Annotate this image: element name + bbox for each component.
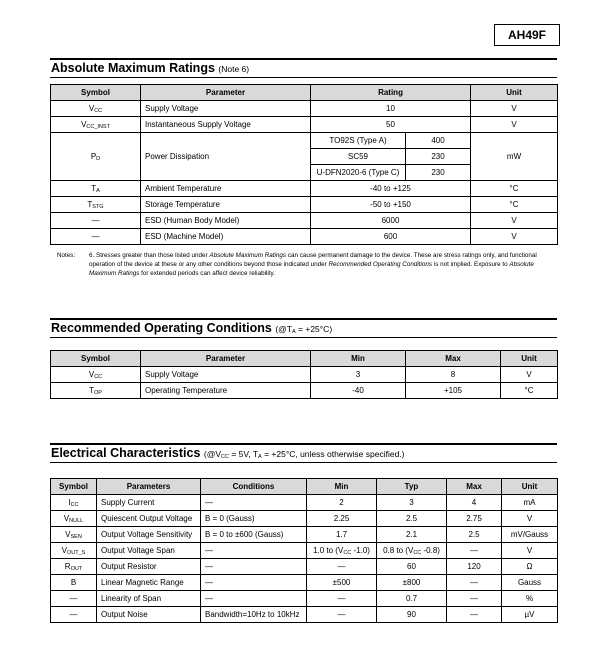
min-cell: — [307,559,377,575]
unit-cell: mW [471,133,558,181]
table-row [51,575,558,591]
table-row [51,133,558,149]
col-header: Max [406,351,501,367]
parameter-cell: Instantaneous Supply Voltage [141,117,311,133]
min-cell: 1.7 [307,527,377,543]
notes-label: Notes: [57,252,76,259]
min-cell: 2.25 [307,511,377,527]
unit-cell: V [502,511,558,527]
min-cell: -40 [311,383,406,399]
rating-cell: -40 to +125 [311,181,471,197]
typ-cell: 2.5 [377,511,447,527]
min-cell: ±500 [307,575,377,591]
table-row [51,117,558,133]
parameter-cell: Supply Current [97,495,201,511]
rating-cell: 230 [406,165,471,181]
typ-cell: 60 [377,559,447,575]
table-row [51,181,558,197]
rating-cell: 10 [311,101,471,117]
parameter-cell: Operating Temperature [141,383,311,399]
roc-title-text: Recommended Operating Conditions [51,321,272,335]
col-header: Symbol [51,85,141,101]
unit-cell: µV [502,607,558,623]
typ-cell: 90 [377,607,447,623]
min-cell: 1.0 to ($V_{CC}$ -1.0) [307,543,377,559]
max-cell: +105 [406,383,501,399]
section-rule [50,77,557,78]
max-cell: 2.5 [447,527,502,543]
section-rule [50,58,557,60]
col-header: Typ [377,479,447,495]
package-cell: SC59 [311,149,406,165]
col-header: Symbol [51,479,97,495]
symbol-cell: $R_{OUT}$ [51,559,97,575]
symbol-cell: — [51,591,97,607]
unit-cell: mV/Gauss [502,527,558,543]
symbol-cell: $P_D$ [51,133,141,181]
parameter-cell: ESD (Machine Model) [141,229,311,245]
col-header: Symbol [51,351,141,367]
col-header: Parameter [141,85,311,101]
abs-max-note-ref: (Note 6) [218,64,250,74]
abs-max-title [51,61,249,75]
table-row [51,367,558,383]
symbol-cell: $V_{CC}$ [51,367,141,383]
symbol-cell: $I_{CC}$ [51,495,97,511]
col-header: Parameter [141,351,311,367]
col-header: Max [447,479,502,495]
unit-cell: Ω [502,559,558,575]
ec-condition: ($@V_{CC} = 5V$, $T_A = +25^\circ C$, unless otherwise specified.) [203,449,405,460]
ec-title-text: Electrical Characteristics [51,446,201,460]
max-cell: — [447,591,502,607]
symbol-cell: — [51,213,141,229]
unit-cell: °C [501,383,558,399]
unit-cell: V [502,543,558,559]
table-header-row [51,351,558,367]
roc-condition: $(@T_A = +25^\circ C)$ [275,324,333,335]
unit-cell: V [471,117,558,133]
parameter-cell: Output Voltage Span [97,543,201,559]
table-header-row [51,479,558,495]
rating-cell: -50 to +150 [311,197,471,213]
table-header-row [51,85,558,101]
rating-cell: 600 [311,229,471,245]
max-cell: 2.75 [447,511,502,527]
parameter-cell: Supply Voltage [141,367,311,383]
parameter-cell: ESD (Human Body Model) [141,213,311,229]
condition-cell: B = 0 to ±600 (Gauss) [201,527,307,543]
note-6-text: 6. Stresses greater than those listed under Absolute Maximum Ratings can cause permanent damage to the device. These are stress ratings only, and functional operation of the device at these or any other conditions beyond those indicated under Recommended Operating Conditions is not implied. Exposure to Absolute Maximum Ratings for extended periods can affect device reliability. [89,252,537,277]
table-row [51,213,558,229]
max-cell: 8 [406,367,501,383]
symbol-cell: $V_{SEN}$ [51,527,97,543]
max-cell: 120 [447,559,502,575]
parameter-cell: Storage Temperature [141,197,311,213]
parameter-cell: Linear Magnetic Range [97,575,201,591]
parameter-cell: Linearity of Span [97,591,201,607]
part-number-box [494,24,560,46]
col-header: Rating [311,85,471,101]
section-rule [50,337,557,338]
unit-cell: V [471,213,558,229]
package-cell: U-DFN2020-6 (Type C) [311,165,406,181]
condition-cell: — [201,559,307,575]
rating-cell: 230 [406,149,471,165]
table-row [51,101,558,117]
unit-cell: V [471,101,558,117]
condition-cell: Bandwidth=10Hz to 10kHz [201,607,307,623]
table-row [51,197,558,213]
col-header: Unit [501,351,558,367]
col-header: Unit [471,85,558,101]
parameter-cell: Power Dissipation [141,133,311,181]
min-cell: 2 [307,495,377,511]
parameter-cell: Output Noise [97,607,201,623]
table-row [51,543,558,559]
part-number: AH49F [507,28,546,42]
symbol-cell: $T_A$ [51,181,141,197]
section-rule [50,462,557,463]
unit-cell: V [471,229,558,245]
table-row [51,591,558,607]
table-row [51,527,558,543]
min-cell: 3 [311,367,406,383]
parameter-cell: Supply Voltage [141,101,311,117]
min-cell: — [307,591,377,607]
symbol-cell: $V_{OUT\_S}$ [51,543,97,559]
typ-cell: ±800 [377,575,447,591]
parameter-cell: Output Voltage Sensitivity [97,527,201,543]
typ-cell: 0.8 to ($V_{CC}$ -0.8) [377,543,447,559]
roc-table [50,350,558,399]
col-header: Min [307,479,377,495]
section-rule [50,443,557,445]
unit-cell: V [501,367,558,383]
condition-cell: — [201,495,307,511]
table-row [51,511,558,527]
max-cell: 4 [447,495,502,511]
typ-cell: 3 [377,495,447,511]
condition-cell: — [201,591,307,607]
symbol-cell: — [51,607,97,623]
symbol-cell: $V_{NULL}$ [51,511,97,527]
condition-cell: — [201,543,307,559]
section-rule [50,318,557,320]
parameter-cell: Output Resistor [97,559,201,575]
unit-cell: Gauss [502,575,558,591]
typ-cell: 0.7 [377,591,447,607]
roc-title [51,321,332,335]
max-cell: — [447,575,502,591]
col-header: Conditions [201,479,307,495]
max-cell: — [447,543,502,559]
typ-cell: 2.1 [377,527,447,543]
ec-title [51,446,405,460]
col-header: Parameters [97,479,201,495]
symbol-cell: $V_{CC}$ [51,101,141,117]
symbol-cell: $T_{STG}$ [51,197,141,213]
unit-cell: mA [502,495,558,511]
rating-cell: 400 [406,133,471,149]
rating-cell: 50 [311,117,471,133]
col-header: Min [311,351,406,367]
condition-cell: — [201,575,307,591]
col-header: Unit [502,479,558,495]
unit-cell: °C [471,181,558,197]
condition-cell: B = 0 (Gauss) [201,511,307,527]
symbol-cell: $V_{CC\_INST}$ [51,117,141,133]
table-row [51,607,558,623]
abs-max-title-text: Absolute Maximum Ratings [51,61,215,75]
symbol-cell: $T_{OP}$ [51,383,141,399]
table-row [51,559,558,575]
unit-cell: % [502,591,558,607]
rating-cell: 6000 [311,213,471,229]
unit-cell: °C [471,197,558,213]
symbol-cell: B [51,575,97,591]
parameter-cell: Ambient Temperature [141,181,311,197]
abs-max-table [50,84,558,245]
notes [57,251,552,278]
max-cell: — [447,607,502,623]
ec-table [50,478,558,623]
symbol-cell: — [51,229,141,245]
parameter-cell: Quiescent Output Voltage [97,511,201,527]
package-cell: TO92S (Type A) [311,133,406,149]
table-row [51,383,558,399]
table-row [51,495,558,511]
min-cell: — [307,607,377,623]
table-row [51,229,558,245]
